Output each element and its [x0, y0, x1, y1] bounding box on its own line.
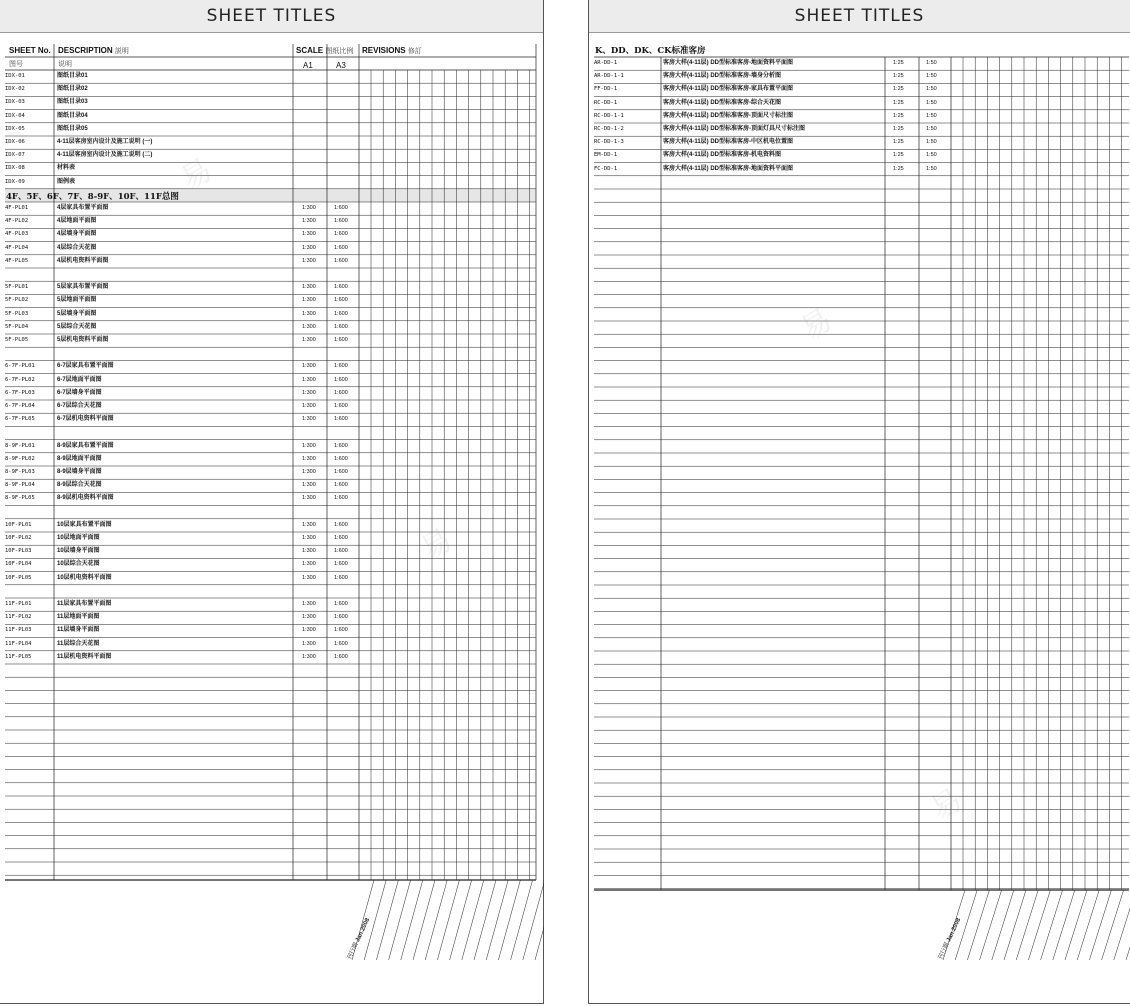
scale-a1: 1:300: [302, 323, 316, 330]
scale-a1: 1:25: [893, 86, 904, 93]
scale-a3: 1:600: [334, 297, 348, 304]
right-sheet: [588, 0, 1130, 1004]
sheet-number: 8-9F-PL02: [5, 455, 35, 462]
table-row: [0, 96, 540, 109]
sheet-number: 5F-PL02: [5, 297, 29, 304]
sheet-description: 客房大样(4-11层) DD型标准客房-顶面灯具尺寸标注图: [663, 126, 806, 132]
scale-a3: 1:50: [926, 60, 937, 66]
scale-a1: 1:25: [893, 60, 904, 66]
sheet-description: 客房大样(4-11层) DD型标准客房-顶面尺寸标注图: [663, 112, 794, 119]
sheet-number: 11F-PL02: [5, 614, 32, 621]
scale-a1: 1:300: [302, 653, 316, 660]
table-row: [0, 334, 540, 347]
table-row: [0, 387, 540, 400]
scale-a1: 1:300: [302, 218, 316, 225]
table-row: [0, 611, 540, 624]
table-row: [0, 651, 540, 664]
scale-a1: 1:300: [302, 455, 316, 462]
grid-line: [1016, 890, 1038, 960]
sheet-description: 图纸目录01: [57, 73, 88, 79]
sheet-description: 4层机电资料平面图: [57, 257, 109, 264]
scale-a1: 1:25: [893, 126, 904, 132]
sheet-number: 11F-PL05: [5, 653, 32, 660]
sheet-description: 11层机电资料平面图: [57, 653, 112, 660]
table-row: [0, 136, 540, 149]
sheet-number: IDX-04: [5, 112, 25, 119]
table-row: [0, 70, 540, 83]
scale-a1: 1:25: [893, 112, 904, 119]
sheet-number: 6-7F-PL05: [5, 416, 35, 423]
grid-line: [413, 880, 435, 960]
sheet-number: RC-DD-1-3: [594, 139, 624, 146]
scale-a3: 1:600: [334, 455, 348, 462]
sheet-title-right: SHEET TITLES: [794, 6, 925, 26]
grid-line: [1126, 890, 1130, 960]
scale-a3: 1:600: [334, 310, 348, 317]
scale-a1: 1:300: [302, 363, 316, 370]
sheet-no-cn-header: 图号: [9, 61, 23, 68]
sheet-description: 图纸目录03: [57, 99, 88, 106]
sheet-description: 10层地面平面图: [57, 535, 100, 541]
table-row: [0, 281, 540, 294]
sheet-number: EM-DD-1: [594, 152, 618, 159]
sheet-number: FC-DD-1: [594, 165, 618, 172]
table-row: [589, 163, 1129, 176]
table-row: [0, 558, 540, 571]
table-row: [0, 162, 540, 175]
sheet-number: 4F-PL04: [5, 244, 29, 251]
table-row: [0, 215, 540, 228]
grid-line: [967, 890, 989, 960]
scale-a1: 1:25: [893, 152, 904, 159]
sheet-description: 6-7层墙身平面图: [57, 389, 102, 396]
table-row: [0, 519, 540, 532]
scale-a1: 1:25: [893, 99, 904, 106]
grid-line: [425, 880, 447, 960]
sheet-description: 11层地面平面图: [57, 614, 100, 621]
grid-line: [1041, 890, 1063, 960]
sheet-description: 6-7层机电资料平面图: [57, 416, 114, 423]
table-row: [0, 479, 540, 492]
sheet-number: 8-9F-PL03: [5, 469, 35, 475]
table-row: [589, 149, 1129, 162]
issue-stamp-right: 刊行期 Jan.2008: [937, 917, 963, 961]
scale-a1: 1:300: [302, 231, 316, 238]
sheet-description: 10层综合天花图: [57, 561, 100, 568]
grid-line: [1077, 890, 1099, 960]
scale-a1: 1:300: [302, 257, 316, 264]
sheet-number: 10F-PL03: [5, 548, 32, 555]
table-row: [0, 176, 540, 189]
grid-line: [389, 880, 411, 960]
table-row: [0, 294, 540, 307]
sheet-number: 10F-PL04: [5, 561, 32, 568]
sheet-number: 5F-PL04: [5, 323, 29, 330]
table-row: [589, 83, 1129, 96]
issue-stamp-left: 刊行期 Jan.2008: [346, 917, 372, 961]
scale-a1: 1:300: [302, 469, 316, 475]
sheet-description: 8-9层机电资料平面图: [57, 495, 114, 502]
scale-a1: 1:300: [302, 376, 316, 383]
grid-line: [992, 890, 1014, 960]
sheet-description: 4-11层客房室内设计及施工说明 (二): [57, 152, 153, 159]
grid-line: [1114, 890, 1130, 960]
sheet-number: 10F-PL01: [5, 521, 32, 528]
sheet-number: AR-DD-1: [594, 60, 618, 66]
table-row: [0, 440, 540, 453]
sheet-description: 10层家具布置平面图: [57, 521, 112, 528]
scale-a3: 1:600: [334, 614, 348, 621]
table-row: [0, 255, 540, 268]
table-row: [0, 308, 540, 321]
sheet-number: 8-9F-PL05: [5, 495, 35, 502]
scale-a1: 1:300: [302, 297, 316, 304]
sheet-number: 4F-PL02: [5, 218, 29, 225]
sheet-description: 材料表: [57, 165, 76, 172]
table-row: [589, 136, 1129, 149]
a3-header: A3: [336, 61, 346, 70]
grid-line: [437, 880, 459, 960]
table-row: [0, 374, 540, 387]
scale-a1: 1:300: [302, 310, 316, 317]
sheet-description: 6-7层家具布置平面图: [57, 363, 114, 370]
sheet-number: 8-9F-PL04: [5, 482, 35, 489]
sheet-number: 8-9F-PL01: [5, 442, 35, 449]
scale-a3: 1:50: [926, 73, 937, 80]
table-row: [0, 413, 540, 426]
scale-a3: 1:600: [334, 535, 348, 541]
scale-a1: 1:300: [302, 614, 316, 621]
table-row: [0, 545, 540, 558]
table-row: [0, 202, 540, 215]
revisions-header: REVISIONS 修訂: [362, 46, 422, 55]
scale-a3: 1:600: [334, 416, 348, 423]
sheet-number: 10F-PL02: [5, 535, 32, 541]
grid-line: [498, 880, 520, 960]
sheet-number: 4F-PL03: [5, 231, 29, 238]
sheet-description: 8-9层综合天花图: [57, 482, 102, 489]
description-header: DESCRIPTION 説明: [58, 46, 129, 55]
scale-a1: 1:300: [302, 640, 316, 647]
scale-a1: 1:300: [302, 205, 316, 211]
sheet-description: 5层地面平面图: [57, 297, 97, 304]
sheet-number: RC-DD-1: [594, 99, 618, 106]
sheet-number: 4F-PL05: [5, 257, 29, 264]
sheet-description: 客房大样(4-11层) DD型标准客房-墙身分析图: [663, 73, 782, 80]
sheet-description: 客房大样(4-11层) DD型标准客房-地面资料平面图: [663, 60, 794, 66]
sheet-description: 4层家具布置平面图: [57, 205, 109, 211]
scale-a3: 1:600: [334, 653, 348, 660]
table-row: [0, 242, 540, 255]
scale-a1: 1:25: [893, 139, 904, 146]
scale-a1: 1:300: [302, 561, 316, 568]
sheet-description: 图例表: [57, 178, 76, 185]
sheet-number: AR-DD-1-1: [594, 73, 624, 80]
description-cn-header: 说明: [58, 61, 72, 68]
scale-a1: 1:300: [302, 601, 316, 607]
sheet-number: RC-DD-1-1: [594, 112, 624, 119]
scale-a1: 1:25: [893, 73, 904, 80]
sheet-number: IDX-08: [5, 165, 25, 172]
scale-a3: 1:600: [334, 231, 348, 238]
sheet-description: 图纸目录05: [57, 125, 88, 132]
grid-line: [401, 880, 423, 960]
sheet-title: SHEET TITLES: [206, 6, 337, 26]
sheet-description: 11层墙身平面图: [57, 627, 100, 634]
scale-a3: 1:600: [334, 601, 348, 607]
table-row: [589, 57, 1129, 70]
table-row: [0, 149, 540, 162]
left-sheet: [0, 0, 544, 1004]
sheet-number: 4F-PL01: [5, 205, 29, 211]
sheet-number: 5F-PL03: [5, 310, 29, 317]
scale-header: SCALE 图纸比例: [296, 46, 354, 55]
table-row: [589, 70, 1129, 83]
sheet-description: 4-11层客房室内设计及施工说明 (一): [57, 139, 153, 145]
scale-a1: 1:25: [893, 165, 904, 172]
grid-line: [1004, 890, 1026, 960]
scale-a1: 1:300: [302, 403, 316, 409]
grid-line: [450, 880, 472, 960]
table-row: [0, 83, 540, 96]
sheet-description: 5层机电资料平面图: [57, 337, 109, 343]
sheet-number: IDX-07: [5, 152, 25, 159]
scale-a3: 1:600: [334, 257, 348, 264]
grid-line: [376, 880, 398, 960]
scale-a1: 1:300: [302, 535, 316, 541]
sheet-description: 客房大样(4-11层) DD型标准客房-地面资料平面图: [663, 165, 794, 172]
grid-line: [980, 890, 1002, 960]
sheet-number: 11F-PL01: [5, 601, 32, 607]
scale-a1: 1:300: [302, 416, 316, 423]
grid-line: [1028, 890, 1050, 960]
grid-line: [511, 880, 533, 960]
sheet-description: 客房大样(4-11层) DD型标准客房-机电资料图: [663, 152, 782, 159]
sheet-number: 6-7F-PL04: [5, 403, 35, 409]
a1-header: A1: [303, 61, 313, 70]
sheet-no-header: SHEET No.: [9, 46, 51, 55]
grid-line: [474, 880, 496, 960]
sheet-description: 图纸目录04: [57, 112, 88, 119]
scale-a3: 1:600: [334, 389, 348, 396]
scale-a1: 1:300: [302, 548, 316, 555]
sheet-description: 11层家具布置平面图: [57, 601, 112, 607]
sheet-description: 10层机电资料平面图: [57, 574, 112, 581]
table-row: [0, 624, 540, 637]
table-row: [0, 360, 540, 373]
scale-a1: 1:300: [302, 482, 316, 489]
sheet-number: IDX-09: [5, 178, 25, 185]
scale-a1: 1:300: [302, 627, 316, 634]
scale-a3: 1:50: [926, 152, 937, 159]
scale-a3: 1:600: [334, 403, 348, 409]
table-row: [0, 123, 540, 136]
sheet-number: RC-DD-1-2: [594, 126, 624, 132]
sheet-number: IDX-06: [5, 139, 25, 145]
sheet-number: IDX-02: [5, 86, 25, 93]
scale-a3: 1:600: [334, 640, 348, 647]
scale-a1: 1:300: [302, 495, 316, 502]
sheet-description: 10层墙身平面图: [57, 548, 100, 555]
scale-a1: 1:300: [302, 337, 316, 343]
table-row: [589, 123, 1129, 136]
sheet-number: 6-7F-PL01: [5, 363, 35, 370]
scale-a3: 1:600: [334, 376, 348, 383]
scale-a3: 1:600: [334, 521, 348, 528]
scale-a3: 1:600: [334, 469, 348, 475]
table-row: [589, 110, 1129, 123]
sheet-description: 6-7层综合天花图: [57, 403, 102, 409]
sheet-number: 11F-PL03: [5, 627, 32, 634]
scale-a3: 1:600: [334, 337, 348, 343]
sheet-number: FF-DD-1: [594, 86, 618, 93]
table-row: [0, 110, 540, 123]
sheet-description: 客房大样(4-11层) DD型标准客房-综合天花图: [663, 99, 782, 106]
scale-a3: 1:600: [334, 548, 348, 555]
scale-a1: 1:300: [302, 284, 316, 291]
scale-a3: 1:600: [334, 574, 348, 581]
scale-a3: 1:50: [926, 99, 937, 106]
grid-line: [523, 880, 544, 960]
sheet-number: 6-7F-PL02: [5, 376, 35, 383]
scale-a3: 1:600: [334, 244, 348, 251]
sheet-description: 4层墙身平面图: [57, 231, 97, 238]
scale-a3: 1:600: [334, 495, 348, 502]
sheet-description: 客房大样(4-11层) DD型标准客房-中区机电位置图: [663, 139, 794, 146]
scale-a3: 1:600: [334, 561, 348, 568]
sheet-number: IDX-05: [5, 125, 25, 132]
sheet-description: 4层地面平面图: [57, 218, 97, 225]
sheet-description: 图纸目录02: [57, 86, 88, 93]
sheet-number: 10F-PL05: [5, 574, 32, 581]
scale-a3: 1:50: [926, 86, 937, 93]
grid-line: [535, 880, 544, 960]
sheet-number: 11F-PL04: [5, 640, 32, 647]
scale-a1: 1:300: [302, 442, 316, 449]
sheet-description: 5层家具布置平面图: [57, 284, 109, 291]
sheet-number: 5F-PL01: [5, 284, 29, 291]
grid-line: [1053, 890, 1075, 960]
scale-a3: 1:600: [334, 323, 348, 330]
scale-a3: 1:50: [926, 112, 937, 119]
scale-a3: 1:50: [926, 126, 937, 132]
sheet-number: IDX-03: [5, 99, 25, 106]
section-heading: 4F、5F、6F、7F、8-9F、10F、11F总图: [6, 191, 179, 202]
grid-line: [486, 880, 508, 960]
scale-a1: 1:300: [302, 574, 316, 581]
sheet-description: 8-9层墙身平面图: [57, 469, 102, 475]
scale-a3: 1:600: [334, 363, 348, 370]
grid-line: [1102, 890, 1124, 960]
scale-a3: 1:600: [334, 482, 348, 489]
sheet-description: 4层综合天花图: [57, 244, 97, 251]
sheet-number: 5F-PL05: [5, 337, 29, 343]
table-row: [0, 572, 540, 585]
scale-a3: 1:600: [334, 442, 348, 449]
sheet-number: IDX-01: [5, 73, 25, 79]
grid-line: [1089, 890, 1111, 960]
sheet-description: 11层综合天花图: [57, 640, 100, 647]
sheet-description: 5层综合天花图: [57, 323, 97, 330]
scale-a1: 1:300: [302, 521, 316, 528]
scale-a3: 1:50: [926, 139, 937, 146]
grid-line: [462, 880, 484, 960]
scale-a3: 1:600: [334, 284, 348, 291]
scale-a1: 1:300: [302, 244, 316, 251]
scale-a3: 1:600: [334, 627, 348, 634]
sheet-description: 客房大样(4-11层) DD型标准客房-家具布置平面图: [663, 86, 794, 93]
table-row: [0, 532, 540, 545]
scale-a3: 1:50: [926, 165, 937, 172]
sheet-description: 8-9层家具布置平面图: [57, 442, 114, 449]
sheet-description: 6-7层地面平面图: [57, 376, 102, 383]
right-section-heading: K、DD、DK、CK标准客房: [595, 46, 706, 56]
grid-line: [1065, 890, 1087, 960]
sheet-description: 5层墙身平面图: [57, 310, 97, 317]
table-row: [0, 492, 540, 505]
scale-a3: 1:600: [334, 205, 348, 211]
sheet-description: 8-9层地面平面图: [57, 455, 102, 462]
table-row: [0, 400, 540, 413]
table-row: [0, 638, 540, 651]
table-row: [0, 321, 540, 334]
table-row: [0, 466, 540, 479]
table-row: [589, 97, 1129, 110]
scale-a3: 1:600: [334, 218, 348, 225]
table-row: [0, 598, 540, 611]
scale-a1: 1:300: [302, 389, 316, 396]
sheet-number: 6-7F-PL03: [5, 389, 35, 396]
table-row: [0, 453, 540, 466]
table-row: [0, 228, 540, 241]
